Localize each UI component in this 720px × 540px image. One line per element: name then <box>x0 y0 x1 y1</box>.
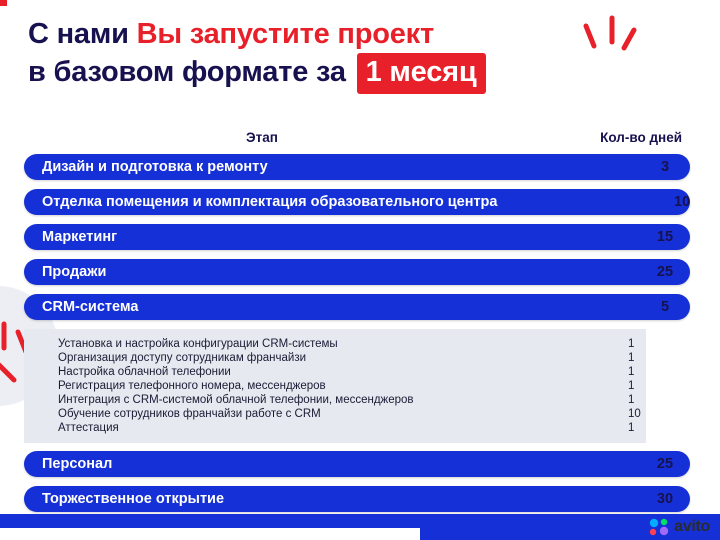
row-days: 5 <box>660 299 670 315</box>
sub-item-count: 1 <box>628 338 635 350</box>
list-item <box>58 337 636 351</box>
row-label: Маркетинг <box>42 229 118 245</box>
row-days: 25 <box>656 456 674 472</box>
list-item <box>58 407 641 421</box>
sub-item-count: 1 <box>628 422 635 434</box>
table-rows <box>24 154 690 521</box>
title-line-2-plain: в базовом формате за <box>28 56 354 88</box>
list-item <box>58 351 636 365</box>
title-highlight-badge: 1 месяц <box>357 53 486 94</box>
sub-item-label: Организация доступу сотрудникам франчайзи <box>58 352 307 364</box>
list-item <box>58 379 636 393</box>
list-item <box>58 393 636 407</box>
sub-item-label: Интеграция с CRM-системой облачной телефонии, мессенджеров <box>58 394 414 406</box>
sub-item-count: 10 <box>628 408 641 420</box>
list-item <box>58 365 636 379</box>
table-row <box>24 486 690 512</box>
table-row <box>24 224 690 250</box>
title-line-1-plain: С нами <box>28 18 137 50</box>
row-days: 15 <box>656 229 674 245</box>
sub-item-count: 1 <box>628 394 635 406</box>
row-days: 10 <box>674 194 691 210</box>
row-days: 25 <box>656 264 674 280</box>
sub-item-label: Настройка облачной телефонии <box>58 366 231 378</box>
table-row <box>24 451 690 477</box>
row-days: 3 <box>660 159 670 175</box>
row-label: Отделка помещения и комплектация образовательного центра <box>42 194 498 210</box>
spark-decoration-icon <box>572 12 642 80</box>
sub-item-count: 1 <box>628 352 635 364</box>
row-label: CRM-система <box>42 299 139 315</box>
slide-title <box>28 16 486 94</box>
avito-logo-icon <box>648 518 670 536</box>
bottom-white-notch <box>0 528 420 540</box>
column-header-stage: Этап <box>246 130 278 145</box>
avito-watermark <box>648 518 710 536</box>
row-label: Персонал <box>42 456 113 472</box>
table-row <box>24 154 690 180</box>
avito-label: avito <box>674 518 710 535</box>
table-row <box>24 259 690 285</box>
table-row <box>24 294 690 320</box>
sub-item-label: Аттестация <box>58 422 119 434</box>
sub-item-count: 1 <box>628 366 635 378</box>
row-label: Торжественное открытие <box>42 491 225 507</box>
sub-item-label: Регистрация телефонного номера, мессенджеров <box>58 380 326 392</box>
decorative-red-bar <box>0 0 7 6</box>
title-line-2 <box>28 53 486 94</box>
sub-item-count: 1 <box>628 380 635 392</box>
title-line-1 <box>28 16 486 53</box>
title-line-1-accent: Вы запустите проект <box>136 18 434 50</box>
row-days: 30 <box>656 491 674 507</box>
column-header-days: Кол-во дней <box>600 130 682 145</box>
row-label: Дизайн и подготовка к ремонту <box>42 159 268 175</box>
crm-subitems-block <box>24 329 646 443</box>
table-header <box>24 130 690 150</box>
table-row <box>24 189 690 215</box>
sub-item-label: Обучение сотрудников франчайзи работе с CRM <box>58 408 321 420</box>
sub-item-label: Установка и настройка конфигурации CRM-системы <box>58 338 338 350</box>
row-label: Продажи <box>42 264 107 280</box>
list-item <box>58 421 636 435</box>
